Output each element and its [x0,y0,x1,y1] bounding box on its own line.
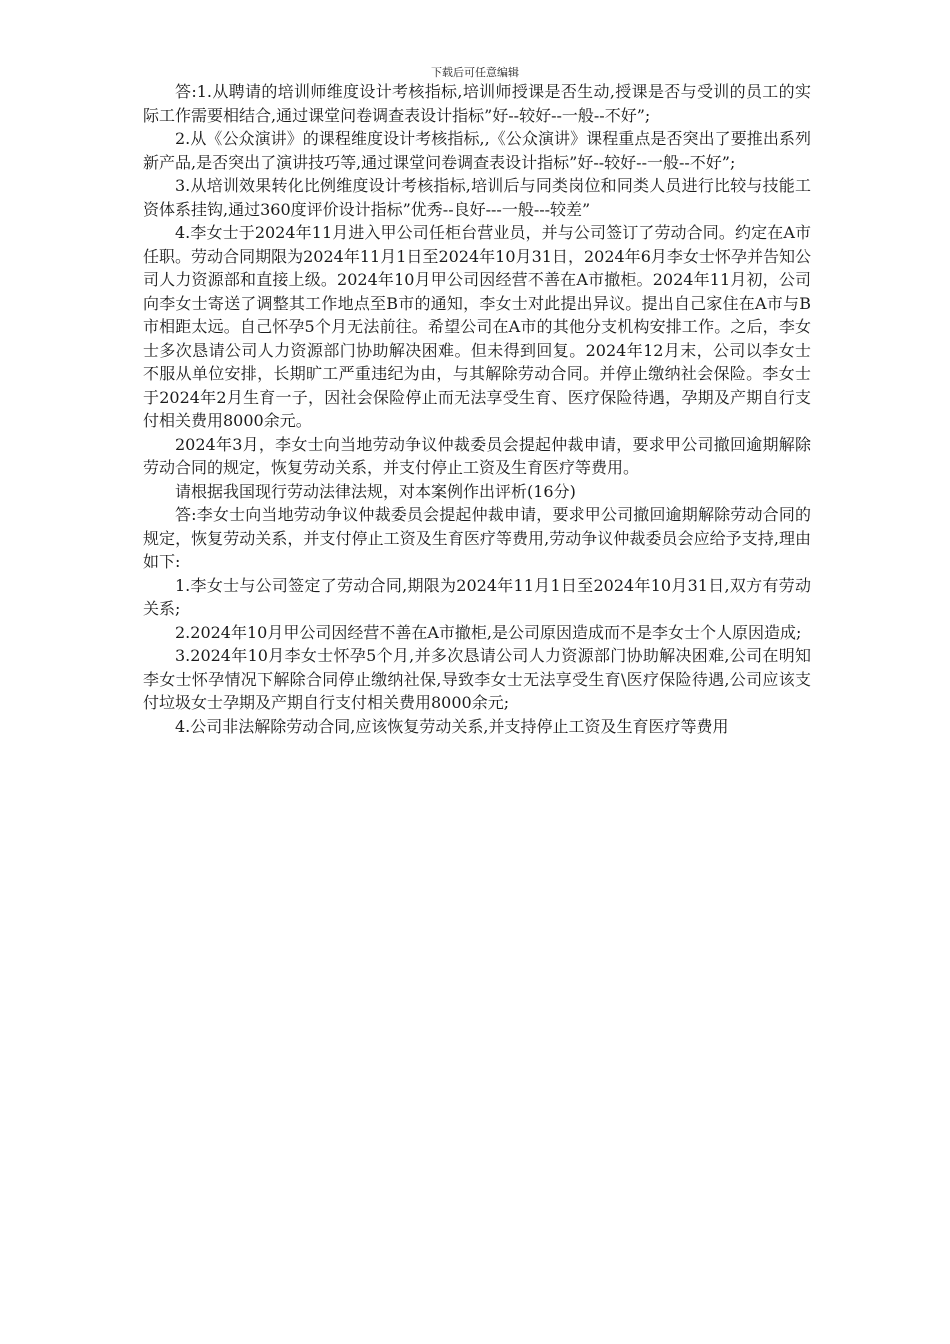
paragraph-answer-3: 3.从培训效果转化比例维度设计考核指标,培训后与同类岗位和同类人员进行比较与技能工资体系挂钩,通过360度评价设计指标”优秀--良好---一般---较差” [143,176,811,219]
document-body [143,80,811,738]
paragraph-arbitration-request: 2024年3月，李女士向当地劳动争议仲裁委员会提起仲裁申请，要求甲公司撤回逾期解除劳动合同的规定，恢复劳动关系，并支付停止工资及生育医疗等费用。 [143,434,811,477]
paragraph-reason-3: 3.2024年10月李女士怀孕5个月,并多次恳请公司人力资源部门协助解决困难,公司在明知李女士怀孕情况下解除合同停止缴纳社保,导致李女士无法享受生育\医疗保险待遇,公司应该支付垃圾女士孕期及产期自行支付相关费用8000余元; [143,646,811,712]
paragraph-answer-1: 答:1.从聘请的培训师维度设计考核指标,培训师授课是否生动,授课是否与受训的员工的实际工作需要相结合,通过课堂问卷调查表设计指标”好--较好--一般--不好”; [143,82,811,125]
paragraph-question: 请根据我国现行劳动法律法规，对本案例作出评析(16分) [175,481,576,501]
paragraph-answer-2: 2.从《公众演讲》的课程维度设计考核指标,,《公众演讲》课程重点是否突出了要推出系列新产品,是否突出了演讲技巧等,通过课堂问卷调查表设计指标”好--较好--一般--不好”; [143,129,811,172]
paragraph-reason-4: 4.公司非法解除劳动合同,应该恢复劳动关系,并支持停止工资及生育医疗等费用 [175,716,729,736]
paragraph-reason-2: 2.2024年10月甲公司因经营不善在A市撤柜,是公司原因造成而不是李女士个人原因造成; [175,622,802,642]
paragraph-case-description: 4.李女士于2024年11月进入甲公司任柜台营业员，并与公司签订了劳动合同。约定在A市任职。劳动合同期限为2024年11月1日至2024年10月31日，2024年6月李女士怀孕并告知公司人力资源部和直接上级。2024年10月甲公司因经营不善在A市撤柜。2024年11月初，公司向李女士寄送了调整其工作地点至B市的通知，李女士对此提出异议。提出自己家住在A市与B市相距太远。自己怀孕5个月无法前往。希望公司在A市的其他分支机构安排工作。之后，李女士多次恳请公司人力资源部门协助解决困难。但未得到回复。2024年12月末，公司以李女士不服从单位安排，长期旷工严重违纪为由，与其解除劳动合同。并停止缴纳社会保险。李女士于2024年2月生育一子，因社会保险停止而无法享受生育、医疗保险待遇，孕期及产期自行支付相关费用8000余元。 [143,223,811,430]
paragraph-answer-intro: 答:李女士向当地劳动争议仲裁委员会提起仲裁申请，要求甲公司撤回逾期解除劳动合同的规定，恢复劳动关系，并支付停止工资及生育医疗等费用,劳动争议仲裁委员会应给予支持,理由如下: [143,505,811,571]
paragraph-reason-1: 1.李女士与公司签定了劳动合同,期限为2024年11月1日至2024年10月31日,双方有劳动关系; [143,575,811,618]
page-header-note: 下载后可任意编辑 [431,66,519,79]
